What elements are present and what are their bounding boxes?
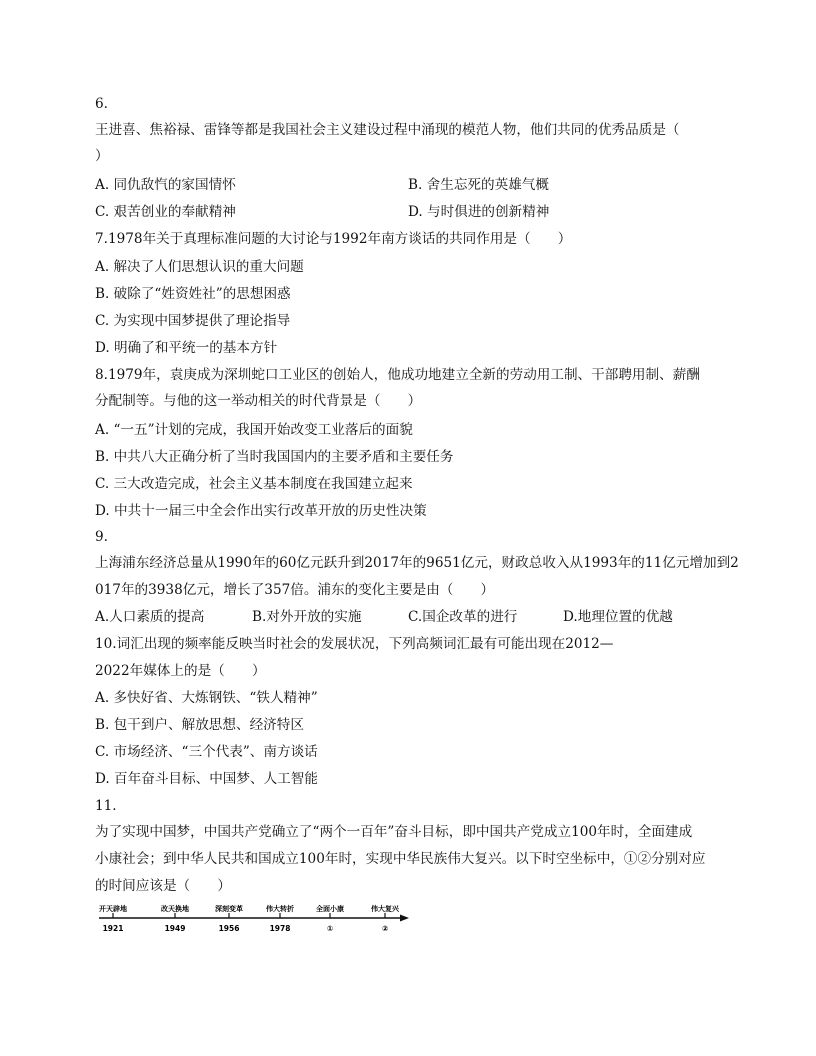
q9-option-d: D.地理位置的优越 — [563, 609, 673, 625]
q8-stem-line2: 分配制等。与他的这一举动相关的时代背景是（ ） — [95, 393, 422, 409]
q7-option-a: A. 解决了人们思想认识的重大问题 — [95, 259, 304, 275]
q6-option-a: A. 同仇敌忾的家国情怀 — [95, 177, 236, 193]
timeline-label: 改天换地 — [161, 905, 189, 913]
q8-option-d: D. 中共十一届三中全会作出实行改革开放的历史性决策 — [95, 503, 427, 519]
q10-option-c: C. 市场经济、“三个代表”、南方谈话 — [95, 744, 318, 760]
q9-stem-line1: 上海浦东经济总量从1990年的60亿元跃升到2017年的9651亿元，财政总收入从1993年的11亿元增加到2 — [95, 555, 739, 571]
timeline-label: 全面小康 — [316, 905, 344, 913]
q10-option-d: D. 百年奋斗目标、中国梦、人工智能 — [95, 771, 318, 787]
timeline-year: 1949 — [164, 924, 186, 933]
timeline-arrow — [400, 915, 409, 922]
q6-number: 6. — [95, 96, 108, 112]
q10-stem-line1: 10.词汇出现的频率能反映当时社会的发展状况，下列高频词汇最有可能出现在2012— — [95, 636, 614, 652]
q9-option-c: C.国企改革的进行 — [408, 609, 518, 625]
timeline-label: 开天辟地 — [99, 905, 127, 913]
q8-option-a: A. “一五”计划的完成，我国开始改变工业落后的面貌 — [95, 422, 413, 438]
q9-number: 9. — [95, 529, 108, 545]
timeline-year: 1978 — [269, 924, 291, 933]
q11-number: 11. — [95, 798, 117, 814]
timeline-label: 伟大复兴 — [371, 905, 399, 913]
timeline-label: 伟大转折 — [266, 905, 294, 913]
q9-option-b: B.对外开放的实施 — [252, 609, 362, 625]
q9-option-a: A.人口素质的提高 — [95, 609, 205, 625]
q11-stem-line3: 的时间应该是（ ） — [95, 878, 231, 894]
q6-option-d: D. 与时俱进的创新精神 — [408, 204, 550, 220]
q7-option-d: D. 明确了和平统一的基本方针 — [95, 340, 278, 356]
q7-stem: 7.1978年关于真理标准问题的大讨论与1992年南方谈话的共同作用是（ ） — [95, 231, 572, 247]
timeline-year: ② — [381, 924, 389, 933]
q11-stem-line2: 小康社会；到中华人民共和国成立100年时，实现中华民族伟大复兴。以下时空坐标中，①②分别对应 — [95, 851, 706, 867]
q7-option-b: B. 破除了“姓资姓社”的思想困惑 — [95, 286, 291, 302]
q10-option-a: A. 多快好省、大炼钢铁、“铁人精神” — [95, 690, 318, 706]
q10-option-b: B. 包干到户、解放思想、经济特区 — [95, 717, 304, 733]
q6-stem-line2: ） — [95, 148, 109, 164]
timeline-label: 深刻变革 — [215, 905, 243, 913]
timeline-year: 1921 — [102, 924, 124, 933]
q6-option-b: B. 舍生忘死的英雄气概 — [408, 177, 549, 193]
timeline-year: ① — [326, 924, 334, 933]
q9-stem-line2: 017年的3938亿元，增长了357倍。浦东的变化主要是由（ ） — [95, 582, 495, 598]
q11-stem-line1: 为了实现中国梦，中国共产党确立了“两个一百年”奋斗目标，即中国共产党成立100年时，全面建成 — [95, 824, 693, 840]
q7-option-c: C. 为实现中国梦提供了理论指导 — [95, 313, 291, 329]
q8-stem-line1: 8.1979年，袁庚成为深圳蛇口工业区的创始人，他成功地建立全新的劳动用工制、干部聘用制、薪酬 — [95, 367, 700, 383]
q6-stem-line1: 王进喜、焦裕禄、雷锋等都是我国社会主义建设过程中涌现的模范人物，他们共同的优秀品质是（ — [95, 122, 680, 138]
q6-option-c: C. 艰苦创业的奉献精神 — [95, 204, 236, 220]
q8-option-c: C. 三大改造完成，社会主义基本制度在我国建立起来 — [95, 476, 413, 492]
timeline-figure — [95, 902, 415, 942]
q10-stem-line2: 2022年媒体上的是（ ） — [95, 663, 266, 679]
q8-option-b: B. 中共八大正确分析了当时我国国内的主要矛盾和主要任务 — [95, 449, 454, 465]
timeline-year: 1956 — [218, 924, 240, 933]
